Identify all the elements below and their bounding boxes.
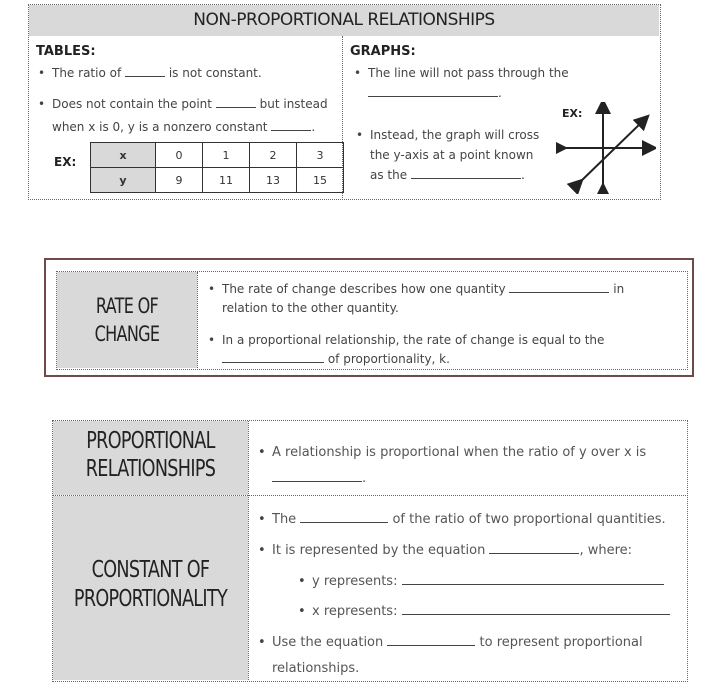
graphs-blank-1: . [368, 86, 502, 100]
nonprop-title: NON-PROPORTIONAL RELATIONSHIPS [193, 10, 495, 30]
rate-divider [197, 272, 198, 368]
const-title: CONSTANT OF PROPORTIONALITY [73, 557, 228, 612]
y-label-cell: y [91, 168, 156, 193]
y-cell: 13 [250, 168, 297, 193]
graphs-bullet-2: Instead, the graph will cross the y-axis at a point known as the . [370, 128, 540, 182]
example-table [90, 142, 344, 193]
prop-divider-horizontal [53, 495, 686, 496]
tables-heading: TABLES: [36, 44, 96, 59]
rate-title: RATE OF CHANGE [94, 294, 160, 346]
prop-bullet-1: A relationship is proportional when the ratio of y over x is . [272, 445, 647, 486]
x-cell: 1 [203, 143, 250, 168]
x-cell: 3 [297, 143, 344, 168]
rate-bullet-2: In a proportional relationship, the rate of change is equal to the of proportionality, k. [222, 333, 605, 366]
tables-bullet-1: The ratio of is not constant. [52, 66, 262, 80]
graphs-bullet-1: The line will not pass through the [368, 66, 569, 80]
const-bullet-1: The of the ratio of two proportional quantities. [272, 512, 666, 527]
table-row [91, 168, 344, 193]
rate-bullet-1: The rate of change describes how one quantity in relation to the other quantity. [222, 282, 625, 315]
y-cell: 9 [156, 168, 203, 193]
prop-title: PROPORTIONAL RELATIONSHIPS [85, 428, 216, 482]
y-cell: 15 [297, 168, 344, 193]
x-label-cell: x [91, 143, 156, 168]
tables-bullet-2: Does not contain the point but instead [52, 97, 328, 111]
graphs-ex-label: EX: [562, 107, 583, 120]
prop-divider-vertical [248, 421, 249, 680]
tables-ex-label: EX: [54, 155, 77, 169]
const-sub-bullet-1: y represents: [312, 574, 664, 589]
const-bullet-3: Use the equation to represent proportional relationships. [272, 635, 643, 676]
x-cell: 0 [156, 143, 203, 168]
const-sub-bullet-2: x represents: [312, 604, 670, 619]
graph-example-icon [556, 102, 656, 194]
y-cell: 11 [203, 168, 250, 193]
x-cell: 2 [250, 143, 297, 168]
table-row [91, 143, 344, 168]
const-bullet-2: It is represented by the equation , where: [272, 543, 633, 558]
graphs-heading: GRAPHS: [350, 44, 416, 59]
tables-bullet-2-line2: when x is 0, y is a nonzero constant . [52, 120, 316, 134]
